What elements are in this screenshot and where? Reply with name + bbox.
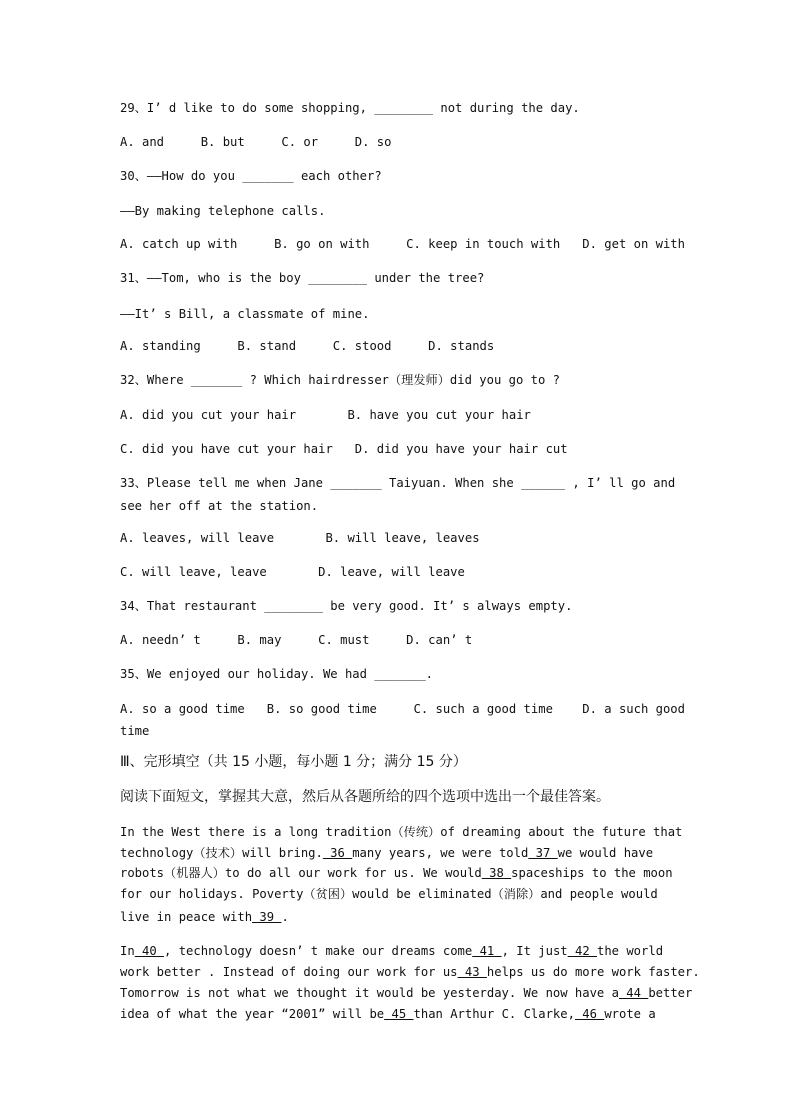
q31-reply: ——It’ s Bill, a classmate of mine.	[120, 307, 370, 321]
passage-p1-line-3: robots（机器人）to do all our work for us. We would 38 spaceships to the moon	[120, 866, 673, 880]
q33-options-2: C. will leave, leave D. leave, will leave	[120, 565, 465, 579]
passage-p2-line-3: Tomorrow is not what we thought it would be yesterday. We now have a 44 better	[120, 986, 693, 1000]
q34-options: A. needn’ t B. may C. must D. can’ t	[120, 633, 473, 647]
blank-36: 36	[322, 846, 353, 860]
blank-44: 44	[618, 986, 649, 1000]
passage-p1-line-5: live in peace with 39 .	[120, 910, 289, 924]
passage-p1-line-4: for our holidays. Poverty（贫困）would be eliminated（消除）and people would	[120, 887, 658, 901]
q32-options-2: C. did you have cut your hair D. did you have your hair cut	[120, 442, 568, 456]
q35-options-cont: time	[120, 724, 150, 738]
q35-options: A. so a good time B. so good time C. such a good time D. a such good	[120, 702, 685, 716]
q32-stem: 32、Where _______ ? Which hairdresser（理发师）did you go to ?	[120, 373, 560, 387]
blank-45: 45	[384, 1007, 414, 1021]
q35-stem: 35、We enjoyed our holiday. We had _______.	[120, 667, 434, 681]
q33-stem: 33、Please tell me when Jane _______ Taiyuan. When she ______ , I’ ll go and	[120, 476, 676, 490]
q29-options: A. and B. but C. or D. so	[120, 135, 392, 149]
q33-stem-cont: see her off at the station.	[120, 499, 319, 513]
passage-p2-line-2: work better . Instead of doing our work for us 43 helps us do more work faster.	[120, 965, 700, 979]
q32-options-1: A. did you cut your hair B. have you cut your hair	[120, 408, 531, 422]
passage-p2-line-1: In 40 , technology doesn’ t make our dreams come 41 , It just 42 the world	[120, 944, 664, 958]
blank-43: 43	[457, 965, 487, 979]
q30-reply: ——By making telephone calls.	[120, 204, 326, 218]
q30-options: A. catch up with B. go on with C. keep in touch with D. get on with	[120, 237, 685, 251]
blank-38: 38	[481, 866, 512, 880]
q34-stem: 34、That restaurant ________ be very good. It’ s always empty.	[120, 599, 573, 613]
passage-p2-line-4: idea of what the year “2001” will be 45 than Arthur C. Clarke, 46 wrote a	[120, 1007, 656, 1021]
blank-40: 40	[134, 944, 165, 958]
section-instruction: 阅读下面短文，掌握其大意，然后从各题所给的四个选项中选出一个最佳答案。	[120, 789, 610, 805]
q29-stem: 29、I’ d like to do some shopping, ________ not during the day.	[120, 101, 580, 115]
section-heading: Ⅲ、完形填空（共 15 小题，每小题 1 分；满分 15 分）	[120, 754, 467, 770]
q30-stem: 30、——How do you _______ each other?	[120, 169, 382, 183]
blank-41: 41	[472, 944, 502, 958]
passage-p1-line-1: In the West there is a long tradition（传统）of dreaming about the future that	[120, 825, 683, 839]
q31-stem: 31、——Tom, who is the boy ________ under the tree?	[120, 271, 485, 285]
passage-p1-line-2: technology（技术）will bring. 36 many years, we were told 37 we would have	[120, 846, 654, 860]
q33-options-1: A. leaves, will leave B. will leave, leaves	[120, 531, 480, 545]
q31-options: A. standing B. stand C. stood D. stands	[120, 339, 495, 353]
blank-42: 42	[567, 944, 597, 958]
blank-37: 37	[528, 846, 558, 860]
blank-46: 46	[574, 1007, 605, 1021]
blank-39: 39	[252, 910, 282, 924]
